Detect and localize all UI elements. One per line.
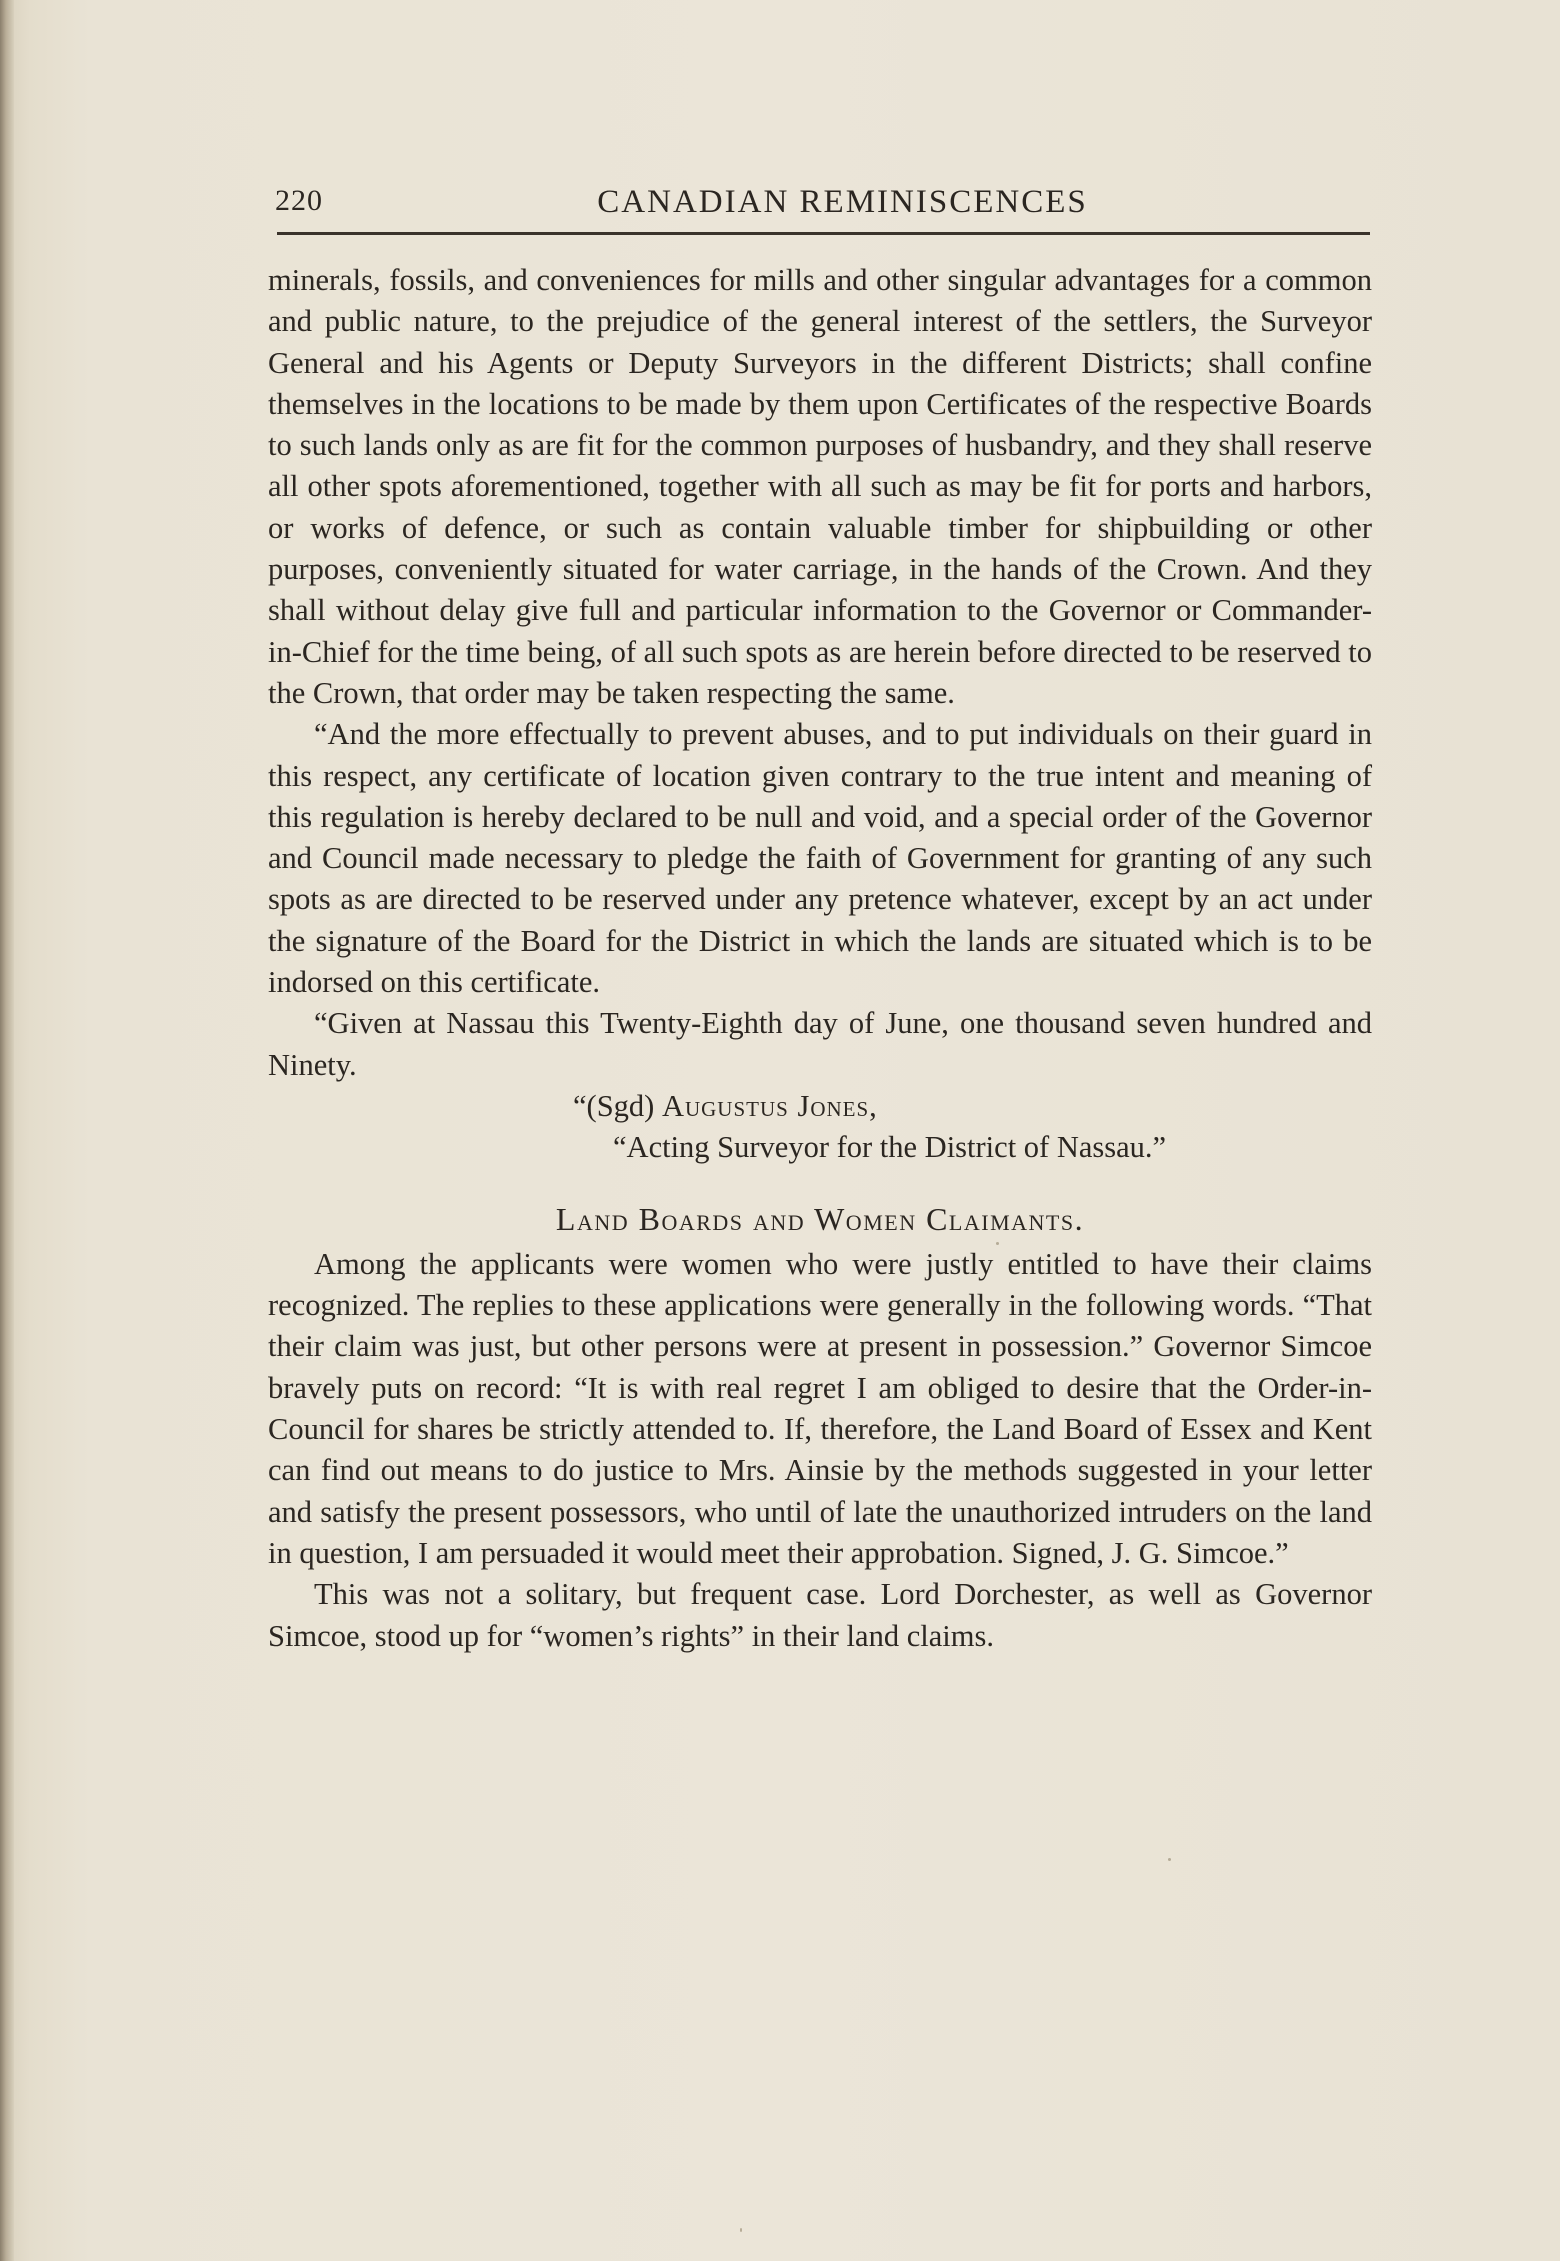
paper-speck [740, 2228, 742, 2232]
paragraph-women-claimants: Among the applicants were women who were justly entitled to have their claims recognized. The replies to these applications were generally in the following words. “That their claim was just, but other persons were at present in possession.” Governor Simcoe bravely puts on record: “It is with real regret I am obliged to desire that the Order-in-Council for shares be strictly attended to. If, therefore, the Land Board of Essex and Kent can find out means to do justice to Mrs. Ainsie by the methods suggested in your letter and satisfy the present possessors, who until of late the unauthorized intruders on the land in question, I am persuaded it would meet their approbation. Signed, J. G. Simcoe.” [268, 1246, 1372, 1570]
page-header [275, 178, 1370, 228]
binding-edge [0, 0, 14, 2261]
page-body [268, 260, 1372, 1657]
signature-name: Augustus Jones, [661, 1088, 878, 1123]
page-number: 220 [275, 184, 323, 217]
header-rule [277, 232, 1370, 235]
paragraph-continuation: minerals, fossils, and conveniences for mills and other singular advantages for a common and public nature, to the prejudice of the general interest of the settlers, the Surveyor General and his Agents or Deputy Surveyors in the different Districts; shall confine themselves in the locations to be made by them upon Certificates of the respective Boards to such lands only as are fit for the common purposes of husbandry, and they shall reserve all other spots aforementioned, together with all such as may be fit for ports and harbors, or works of defence, or such as contain valuable timber for shipbuilding or other purposes, conveniently situated for water carriage, in the hands of the Crown. And they shall without delay give full and particular information to the Governor or Commander-in-Chief for the time being, of all such spots as are herein before directed to be reserved to the Crown, that order may be taken respecting the same. [268, 263, 1372, 710]
section-heading: Land Boards and Women Claimants. [555, 1200, 1085, 1237]
running-title: CANADIAN REMINISCENCES [597, 184, 1088, 220]
paragraph-given-at: “Given at Nassau this Twenty-Eighth day of June, one thousand seven hundred and Ninety. [268, 1006, 1372, 1082]
signature-title: “Acting Surveyor for the District of Nassau.” [613, 1130, 1167, 1165]
paper-speck [996, 1242, 999, 1245]
paper-speck [1168, 1858, 1171, 1861]
paragraph-regulation: “And the more effectually to prevent abuses, and to put individuals on their guard in this respect, any certificate of location given contrary to the true intent and meaning of this regulation is hereby declared to be null and void, and a special order of the Governor and Council made necessary to pledge the faith of Government for granting of any such spots as are directed to be reserved under any pretence whatever, except by an act under the signature of the Board for the District in which the lands are situated which is to be indorsed on this certificate. [268, 717, 1372, 1000]
signature-line [268, 1086, 1372, 1127]
paragraph-closing: This was not a solitary, but frequent case. Lord Dorchester, as well as Governor Simcoe, stood up for “women’s rights” in their land claims. [268, 1577, 1372, 1653]
signature-prefix: “(Sgd) [573, 1088, 662, 1123]
